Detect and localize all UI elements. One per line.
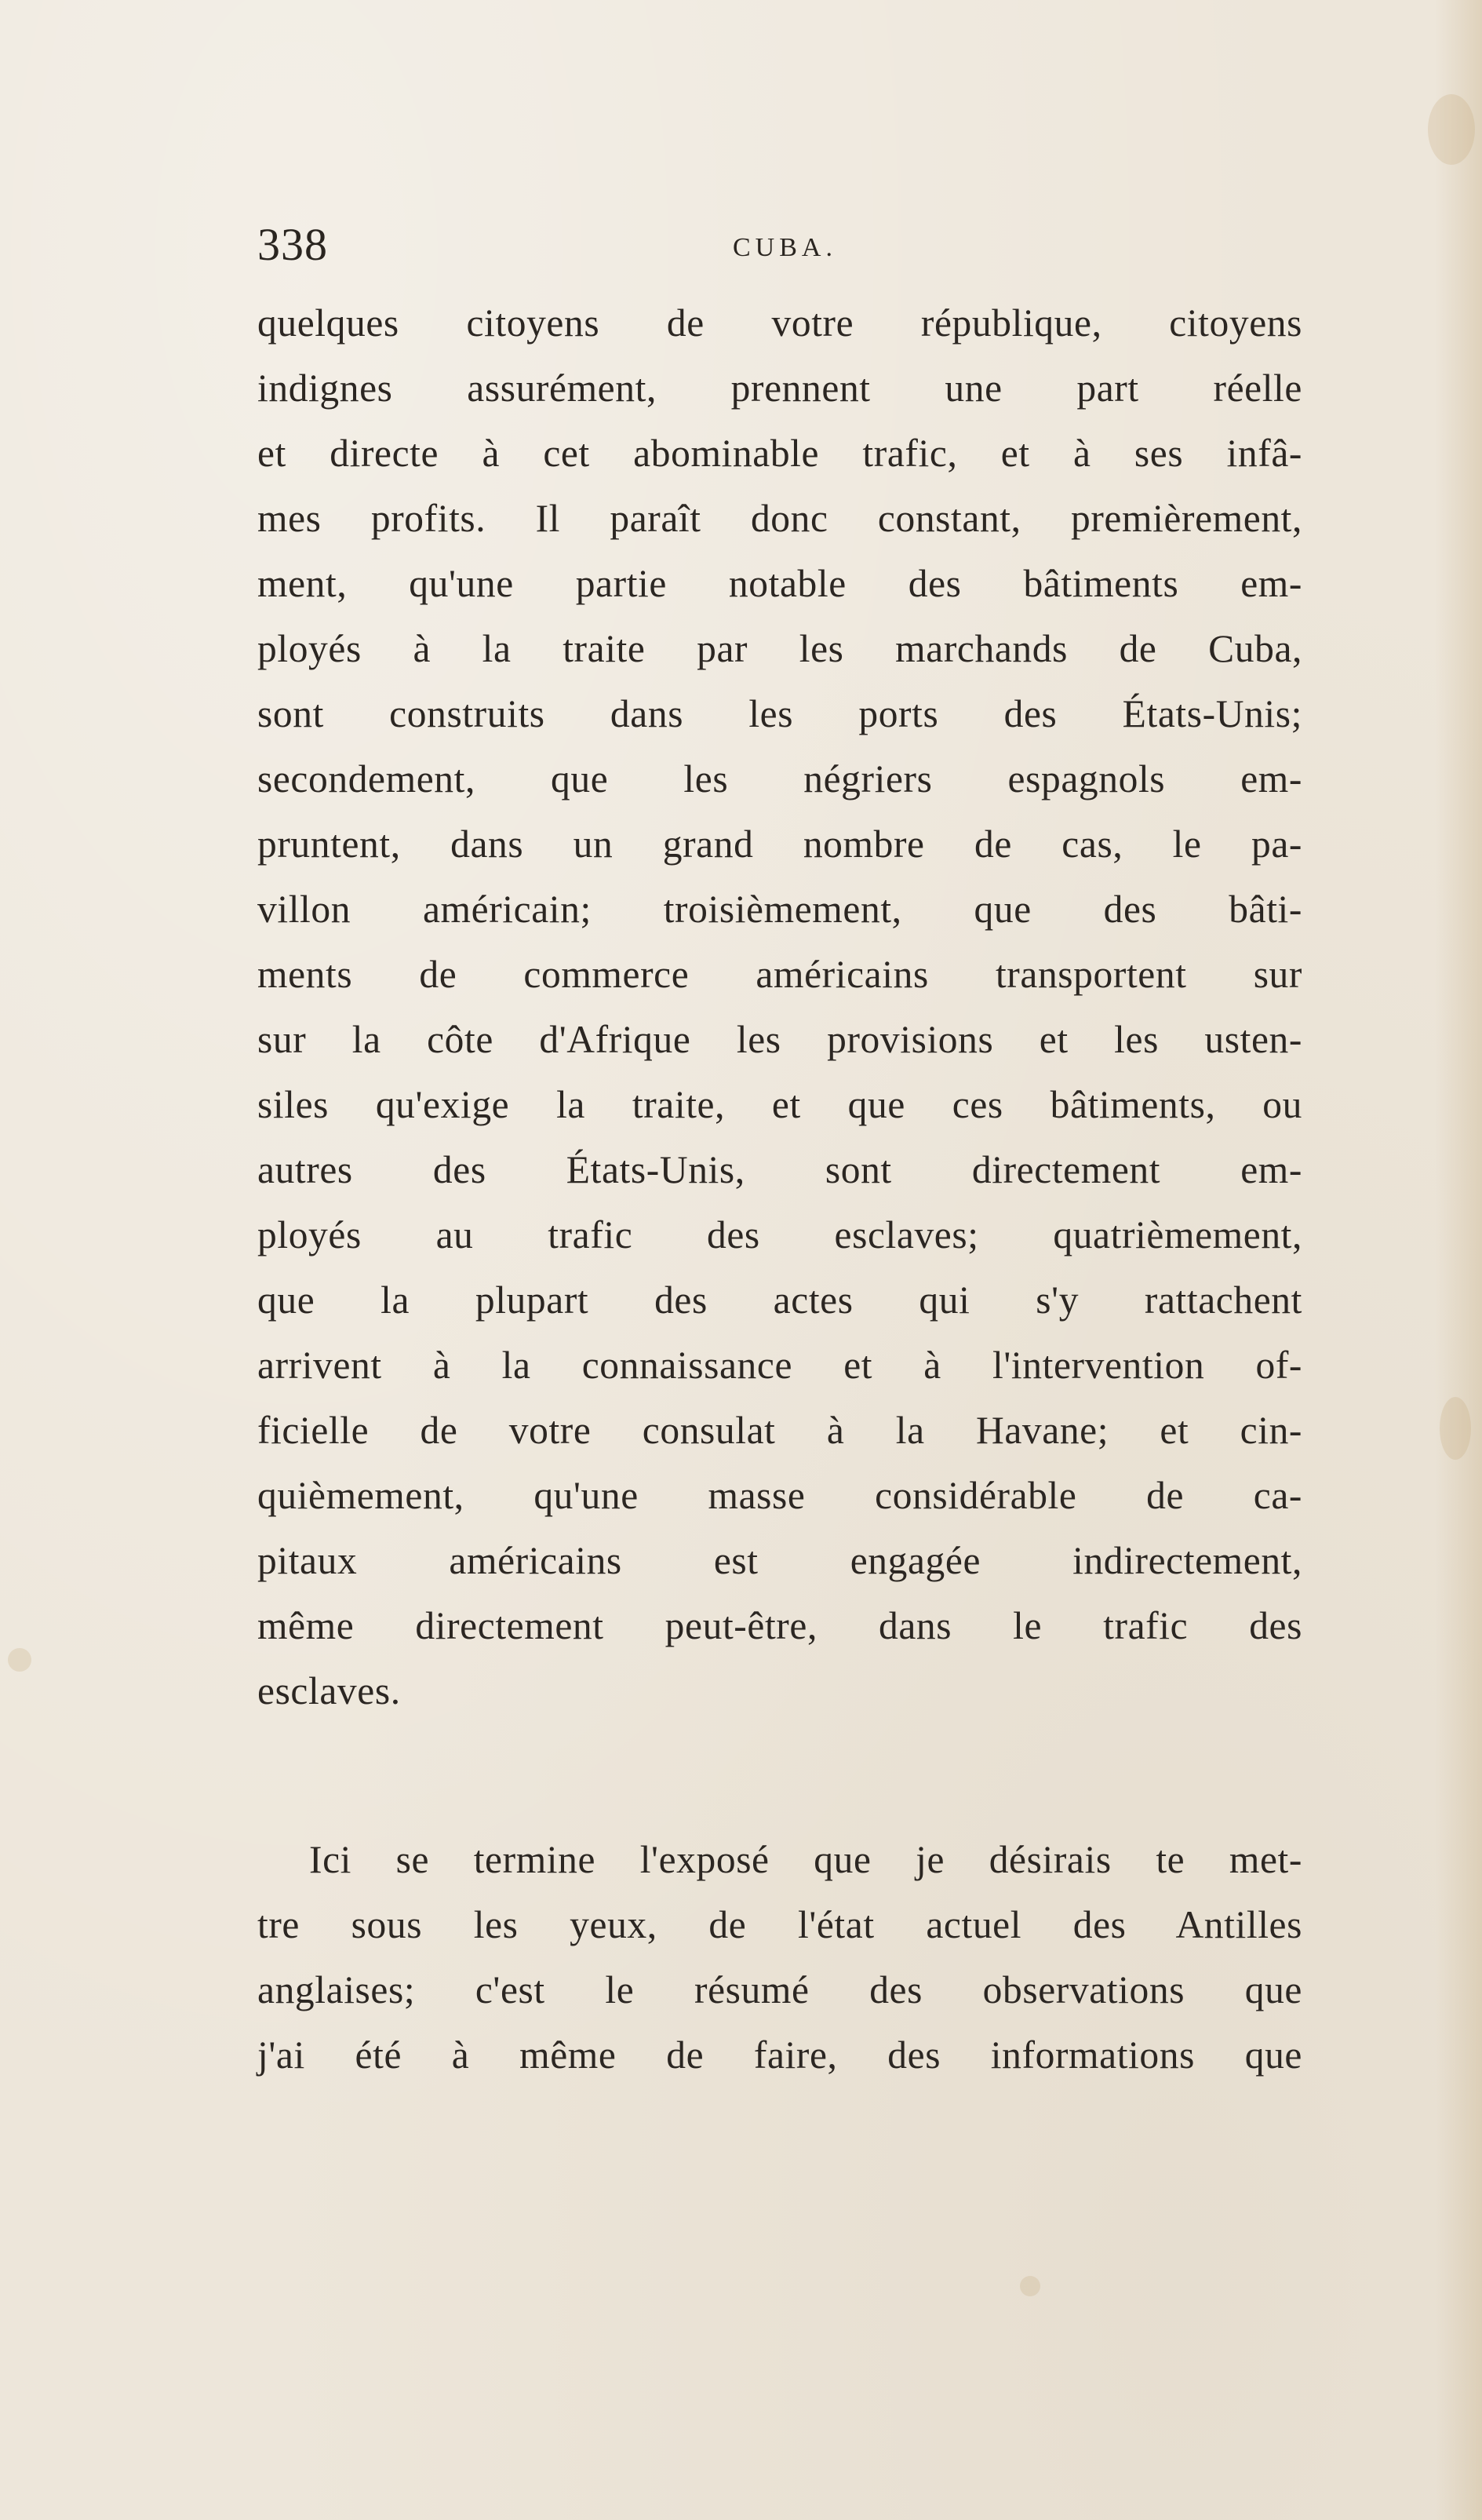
text-line: ployés à la traite par les marchands de Cuba, xyxy=(257,627,1302,670)
text-line: pitaux américains est engagée indirectement, xyxy=(257,1539,1302,1582)
text-line: ficielle de votre consulat à la Havane; et cin- xyxy=(257,1409,1302,1452)
running-header xyxy=(257,213,1309,284)
text-line: et directe à cet abominable trafic, et à ses infâ- xyxy=(257,432,1302,475)
text-line: ment, qu'une partie notable des bâtiments em- xyxy=(257,562,1302,605)
text-line: arrivent à la connaissance et à l'intervention of- xyxy=(257,1344,1302,1387)
text-line: que la plupart des actes qui s'y rattachent xyxy=(257,1278,1302,1322)
text-line: ployés au trafic des esclaves; quatrièmement, xyxy=(257,1213,1302,1256)
text-line: quièmement, qu'une masse considérable de ca- xyxy=(257,1474,1302,1517)
text-line: esclaves. xyxy=(257,1669,401,1712)
foxing-spot xyxy=(1428,94,1475,165)
foxing-spot xyxy=(8,1648,31,1672)
page-number: 338 xyxy=(257,219,328,270)
text-line: anglaises; c'est le résumé des observations que xyxy=(257,1968,1302,2011)
text-line: indignes assurément, prennent une part réelle xyxy=(257,367,1302,410)
text-line: villon américain; troisièmement, que des bâti- xyxy=(257,888,1302,931)
running-title: CUBA. xyxy=(733,233,837,262)
text-line: sur la côte d'Afrique les provisions et les usten- xyxy=(257,1018,1302,1061)
text-line: sont construits dans les ports des États-Unis; xyxy=(257,692,1302,735)
text-line: autres des États-Unis, sont directement em- xyxy=(257,1148,1302,1191)
paragraph-1 xyxy=(257,290,1302,1723)
foxing-spot xyxy=(1020,2276,1040,2296)
text-line: siles qu'exige la traite, et que ces bâtiments, ou xyxy=(257,1083,1302,1126)
foxing-spot xyxy=(1440,1397,1471,1460)
paragraph-2 xyxy=(257,1827,1302,2088)
text-line: Ici se termine l'exposé que je désirais te met- xyxy=(309,1838,1302,1881)
text-line: pruntent, dans un grand nombre de cas, le pa- xyxy=(257,822,1302,866)
page-edge-shading xyxy=(1435,0,1482,2520)
text-line: mes profits. Il paraît donc constant, premièrement, xyxy=(257,497,1302,540)
text-line: quelques citoyens de votre république, citoyens xyxy=(257,301,1302,345)
text-line: ments de commerce américains transportent sur xyxy=(257,953,1302,996)
text-line: tre sous les yeux, de l'état actuel des Antilles xyxy=(257,1903,1302,1946)
text-line: même directement peut-être, dans le trafic des xyxy=(257,1604,1302,1647)
text-line: secondement, que les négriers espagnols em- xyxy=(257,757,1302,800)
text-line: j'ai été à même de faire, des informations que xyxy=(257,2033,1302,2077)
